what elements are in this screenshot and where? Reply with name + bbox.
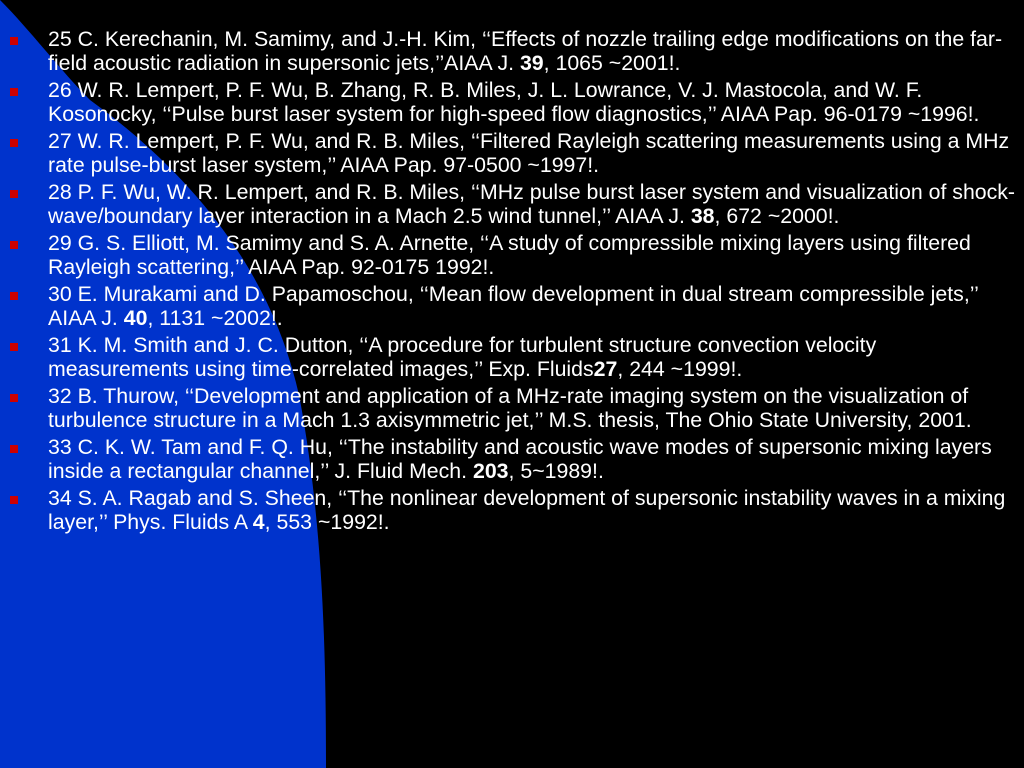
reference-item (10, 282, 1016, 330)
reference-text: 31 K. M. Smith and J. C. Dutton, ‘‘A procedure for turbulent structure convection velocity measurements using time-correlated images,’’ Exp. Fluids27, 244 ~1999!. (48, 333, 877, 381)
reference-item (10, 231, 1016, 279)
reference-text: 29 G. S. Elliott, M. Samimy and S. A. Arnette, ‘‘A study of compressible mixing layers using filtered Rayleigh scattering,’’ AIAA Pap. 92-0175 1992!. (48, 231, 971, 279)
square-bullet-icon (10, 139, 18, 147)
reference-text: 30 E. Murakami and D. Papamoschou, ‘‘Mean flow development in dual stream compressible jets,’’ AIAA J. 40, 1131 ~2002!. (48, 282, 979, 330)
square-bullet-icon (10, 292, 18, 300)
reference-text: 25 C. Kerechanin, M. Samimy, and J.-H. Kim, ‘‘Effects of nozzle trailing edge modifications on the far-field acoustic radiation in supersonic jets,’’AIAA J. 39, 1065 ~2001!. (48, 27, 1003, 75)
reference-item (10, 27, 1016, 75)
square-bullet-icon (10, 496, 18, 504)
square-bullet-icon (10, 343, 18, 351)
reference-text: 33 C. K. W. Tam and F. Q. Hu, ‘‘The instability and acoustic wave modes of supersonic mixing layers inside a rectangular channel,’’ J. Fluid Mech. 203, 5~1989!. (48, 435, 992, 483)
reference-text: 34 S. A. Ragab and S. Sheen, ‘‘The nonlinear development of supersonic instability waves in a mixing layer,’’ Phys. Fluids A 4, 553 ~1992!. (48, 486, 1006, 534)
reference-text: 28 P. F. Wu, W. R. Lempert, and R. B. Miles, ‘‘MHz pulse burst laser system and visualization of shock-wave/boundary layer interaction in a Mach 2.5 wind tunnel,’’ AIAA J. 38, 672 ~2000!. (48, 180, 1016, 228)
reference-item (10, 435, 1016, 483)
square-bullet-icon (10, 445, 18, 453)
square-bullet-icon (10, 241, 18, 249)
reference-item (10, 129, 1016, 177)
reference-list (10, 27, 1016, 537)
reference-item (10, 78, 1016, 126)
square-bullet-icon (10, 88, 18, 96)
reference-text: 27 W. R. Lempert, P. F. Wu, and R. B. Miles, ‘‘Filtered Rayleigh scattering measurements using a MHz rate pulse-burst laser system,’’ AIAA Pap. 97-0500 ~1997!. (48, 129, 1010, 177)
reference-text: 26 W. R. Lempert, P. F. Wu, B. Zhang, R. B. Miles, J. L. Lowrance, V. J. Mastocola, and W. F. Kosonocky, ‘‘Pulse burst laser system for high-speed flow diagnostics,’’ AIAA Pap. 96-0179 ~1996!. (48, 78, 980, 126)
reference-text: 32 B. Thurow, ‘‘Development and application of a MHz-rate imaging system on the visualization of turbulence structure in a Mach 1.3 axisymmetric jet,’’ M.S. thesis, The Ohio State University, 2001. (48, 384, 972, 432)
reference-item (10, 384, 1016, 432)
reference-item (10, 486, 1016, 534)
square-bullet-icon (10, 37, 18, 45)
reference-item (10, 180, 1016, 228)
square-bullet-icon (10, 394, 18, 402)
square-bullet-icon (10, 190, 18, 198)
reference-item (10, 333, 1016, 381)
